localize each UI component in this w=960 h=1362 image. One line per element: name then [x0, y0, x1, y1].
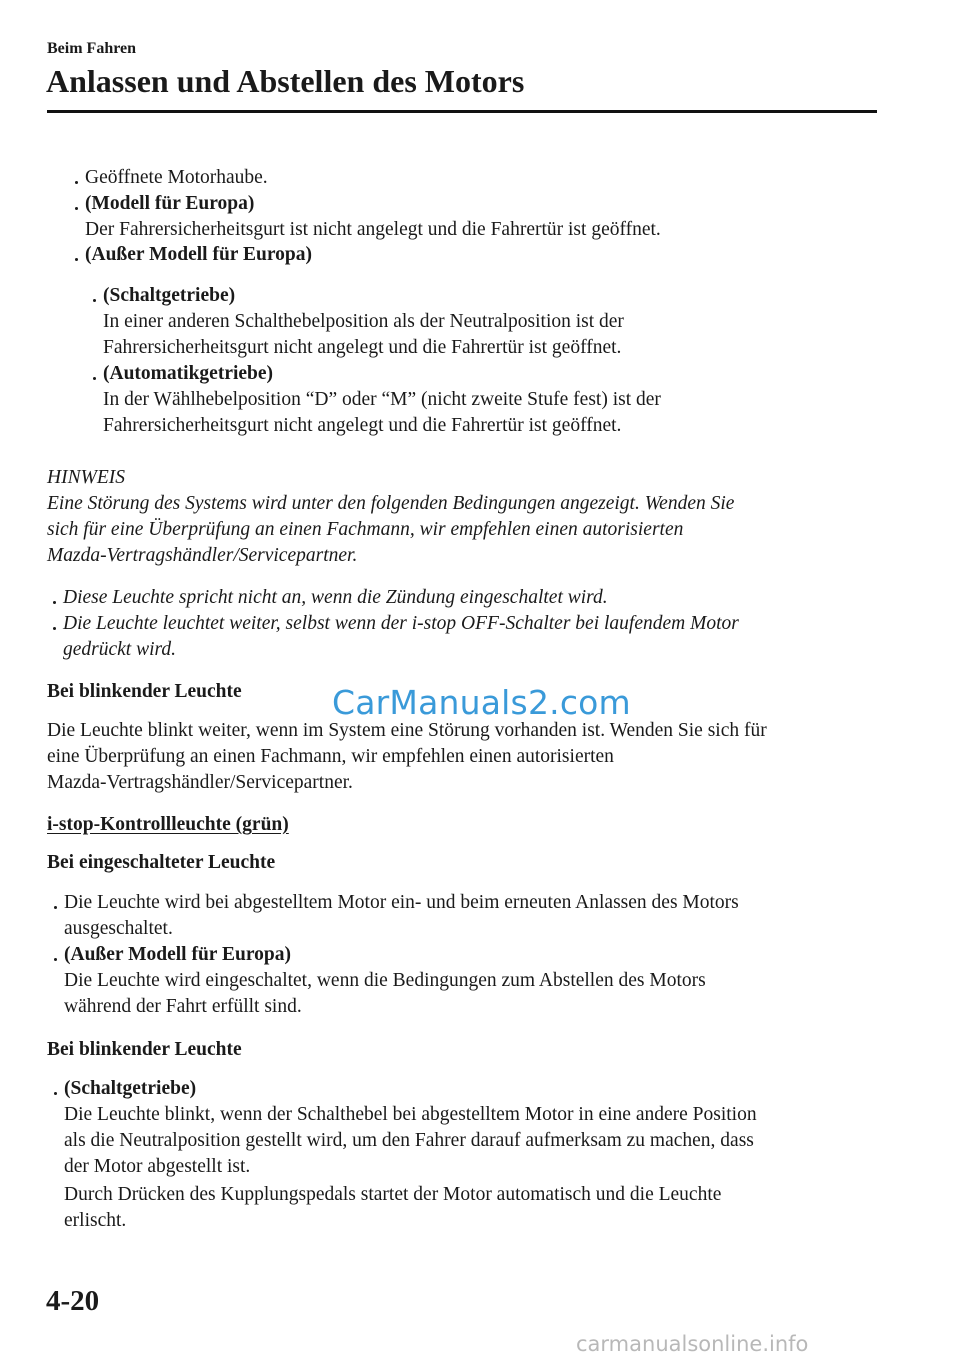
list-item-heading: (Modell für Europa) — [85, 193, 255, 214]
list-item-text: während der Fahrt erfüllt sind. — [64, 996, 302, 1017]
paragraph-line: Die Leuchte blinkt weiter, wenn im System eine Störung vorhanden ist. Wenden Sie sich für — [47, 720, 767, 741]
paragraph-line: Mazda-Vertragshändler/Servicepartner. — [47, 772, 353, 793]
sub-item-heading: (Automatikgetriebe) — [103, 363, 274, 384]
list-item-heading: (Außer Modell für Europa) — [85, 244, 312, 265]
note-bullet: Diese Leuchte spricht nicht an, wenn die Zündung eingeschaltet wird. — [63, 587, 608, 608]
list-item-heading: (Schaltgetriebe) — [64, 1078, 197, 1099]
list-item-text: Die Leuchte blinkt, wenn der Schalthebel bei abgestelltem Motor in eine andere Position — [64, 1104, 757, 1125]
watermark-carmanualsonline: carmanualsonline.info — [576, 1332, 809, 1356]
section-heading: Bei eingeschalteter Leuchte — [47, 852, 276, 873]
list-item-text: als die Neutralposition gestellt wird, um den Fahrer darauf aufmerksam zu machen, dass — [64, 1130, 754, 1151]
note-text: Eine Störung des Systems wird unter den folgenden Bedingungen angezeigt. Wenden Sie — [47, 493, 735, 514]
list-item-heading: (Außer Modell für Europa) — [64, 944, 291, 965]
bullet-dot — [75, 181, 78, 184]
bullet-dot — [93, 299, 96, 302]
sub-item-text: In einer anderen Schalthebelposition als der Neutralposition ist der — [103, 311, 624, 332]
note-bullet: Die Leuchte leuchtet weiter, selbst wenn der i-stop OFF-Schalter bei laufendem Motor — [63, 613, 739, 634]
page-number: 4-20 — [46, 1285, 100, 1317]
section-heading: Bei blinkender Leuchte — [47, 681, 242, 702]
list-item: Geöffnete Motorhaube. — [85, 167, 268, 188]
bullet-dot — [54, 906, 57, 909]
list-item-text: Die Leuchte wird eingeschaltet, wenn die Bedingungen zum Abstellen des Motors — [64, 970, 706, 991]
page-title: Anlassen und Abstellen des Motors — [46, 63, 525, 99]
bullet-dot — [53, 627, 56, 630]
watermark-carmanuals2: CarManuals2.com — [332, 683, 631, 722]
list-item-text: der Motor abgestellt ist. — [64, 1156, 251, 1177]
paragraph-line: eine Überprüfung an einen Fachmann, wir empfehlen einen autorisierten — [47, 746, 614, 767]
list-item-text: Der Fahrersicherheitsgurt ist nicht angelegt und die Fahrertür ist geöffnet. — [85, 219, 661, 240]
list-item-text: erlischt. — [64, 1210, 127, 1231]
section-heading: Bei blinkender Leuchte — [47, 1039, 242, 1060]
note-text: Mazda-Vertragshändler/Servicepartner. — [47, 545, 358, 566]
bullet-dot — [53, 601, 56, 604]
sub-item-text: Fahrersicherheitsgurt nicht angelegt und die Fahrertür ist geöffnet. — [103, 337, 622, 358]
note-text: sich für eine Überprüfung an einen Fachmann, wir empfehlen einen autorisierten — [47, 519, 684, 540]
istop-heading: i-stop-Kontrollleuchte (grün) — [47, 814, 289, 835]
bullet-dot — [75, 207, 78, 210]
note-bullet: gedrückt wird. — [63, 639, 177, 660]
sub-item-heading: (Schaltgetriebe) — [103, 285, 236, 306]
note-label: HINWEIS — [47, 467, 125, 488]
list-item-text: Die Leuchte wird bei abgestelltem Motor ein- und beim erneuten Anlassen des Motors — [64, 892, 739, 913]
bullet-dot — [54, 1092, 57, 1095]
bullet-dot — [54, 958, 57, 961]
bullet-dot — [93, 377, 96, 380]
bullet-dot — [75, 258, 78, 261]
sub-item-text: In der Wählhebelposition “D” oder “M” (nicht zweite Stufe fest) ist der — [103, 389, 661, 410]
list-item-text: ausgeschaltet. — [64, 918, 173, 939]
sub-item-text: Fahrersicherheitsgurt nicht angelegt und die Fahrertür ist geöffnet. — [103, 415, 622, 436]
list-item-text: Durch Drücken des Kupplungspedals startet der Motor automatisch und die Leuchte — [64, 1184, 722, 1205]
header-rule — [47, 110, 877, 113]
section-label: Beim Fahren — [47, 40, 137, 57]
